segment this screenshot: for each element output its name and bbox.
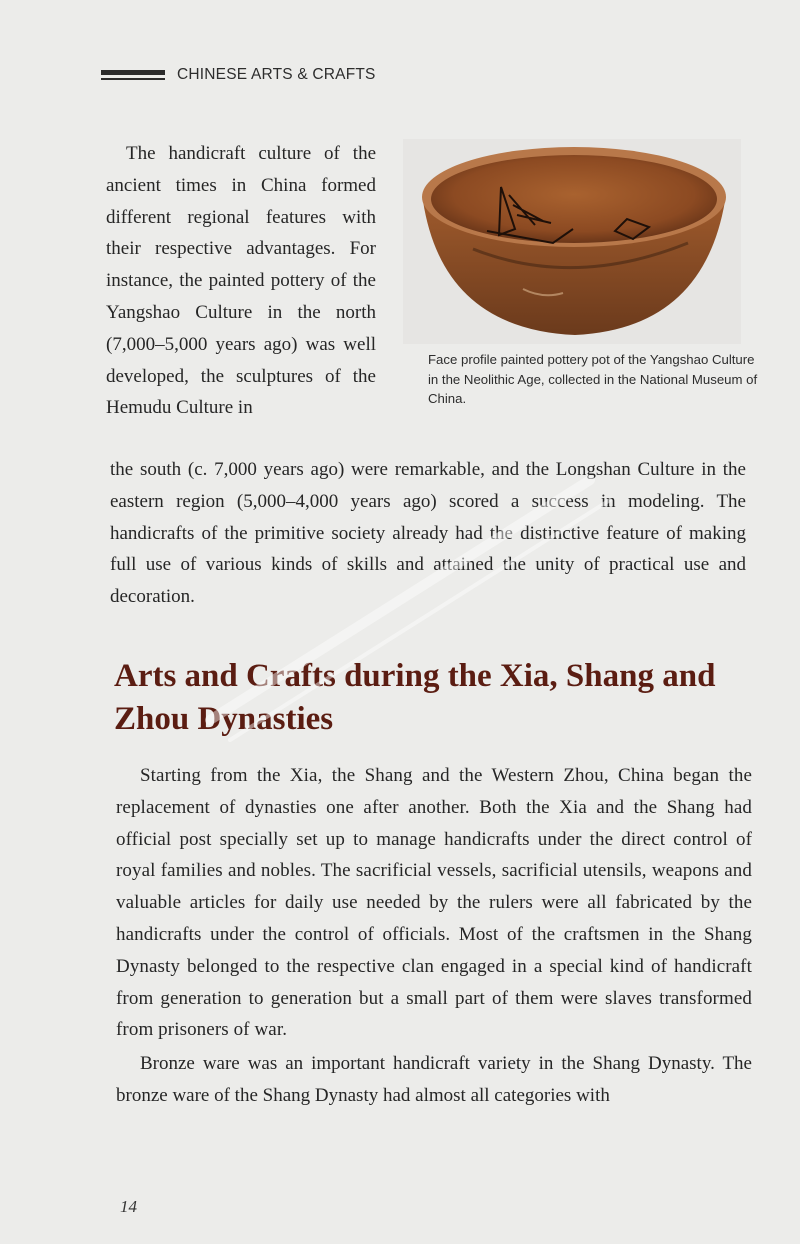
section-paragraph-2: Bronze ware was an important handicraft variety in the Shang Dynasty. The bronze ware of the Shang Dynasty had almost all categories with	[116, 1053, 752, 1106]
intro-wrapped-column	[106, 138, 376, 424]
header-rule	[101, 70, 165, 80]
intro-full-text: the south (c. 7,000 years ago) were remarkable, and the Longshan Culture in the eastern region (5,000–4,000 years ago) scored a success in modeling. The handicrafts of the primitive society already had the distinctive feature of making full use of various kinds of skills and attained the unity of practical use and decoration.	[110, 459, 746, 608]
pottery-bowl-photo	[403, 139, 741, 344]
figure	[403, 139, 758, 409]
intro-wrapped-text: The handicraft culture of the ancient times in China formed different regional features with their respective advantages. For instance, the painted pottery of the Yangshao Culture in the north (7,000–5,000 years ago) was well developed, the sculptures of the Hemudu Culture in	[106, 143, 376, 419]
page-number: 14	[120, 1197, 137, 1216]
figure-caption: Face profile painted pottery pot of the Yangshao Culture in the Neolithic Age, collected in the National Museum of China.	[428, 352, 758, 406]
section-paragraph-1: Starting from the Xia, the Shang and the Western Zhou, China began the replacement of dynasties one after another. Both the Xia and the Shang had official post specially set up to manage handicrafts under the direct control of royal families and nobles. The sacrificial vessels, sacrificial utensils, weapons and valuable articles for daily use needed by the rulers were all fabricated by the handicrafts under the control of officials. Most of the craftsmen in the Shang Dynasty belonged to the respective clan engaged in a special kind of handicraft from generation to generation but a small part of them were slaves transformed from prisoners of war.	[116, 765, 752, 1041]
header-title: CHINESE ARTS & CRAFTS	[177, 66, 376, 83]
section-heading: Arts and Crafts during the Xia, Shang and Zhou Dynasties	[114, 658, 716, 737]
intro-full-column	[110, 454, 746, 613]
section-body	[116, 760, 752, 1112]
running-header	[101, 66, 376, 84]
pottery-bowl-image	[403, 139, 741, 344]
